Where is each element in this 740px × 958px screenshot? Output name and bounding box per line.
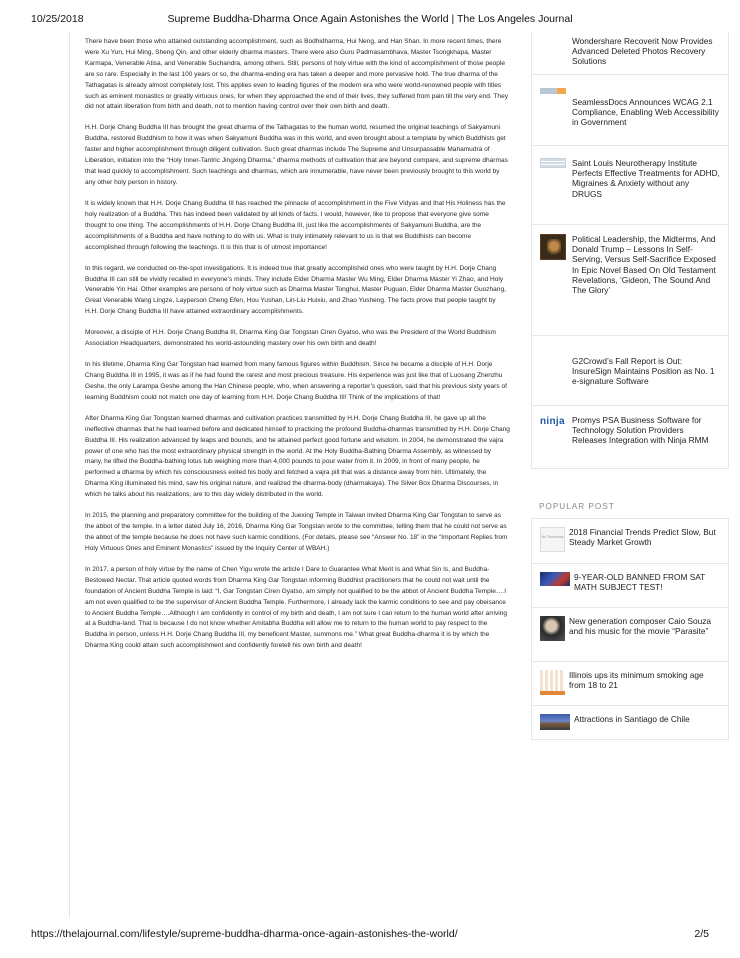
article-paragraph: Moreover, a disciple of H.H. Dorje Chang Buddha III, Dharma King Gar Tongstan Ciren Gyatso, who was the President of the World Buddhism Association Headquarters, demonstrated his world-astounding mastery over his own birth and death!: [85, 329, 496, 348]
popular-post-link[interactable]: Attractions in Santiago de Chile: [574, 714, 690, 724]
print-page-title: Supreme Buddha-Dharma Once Again Astonishes the World | The Los Angeles Journal: [167, 13, 573, 25]
print-footer: [31, 928, 709, 942]
article-paragraph: In 2015, the planning and preparatory committee for the building of the Juexing Temple in Taiwan invited Dharma King Gar Tongstan to serve as the abbot of the temple. In a letter dated July 16, 2016, Dharma King Gar Tongstan wrote to the committee, telling them that he could not serve as the abbot of the temple because he does not have such karmic conditions. (For details, please see “Answer No. 18” in the “Important Replies from Holy Virtuous Ones and Eminent Monastics” issued by the Inquiry Center of WBAH.): [85, 512, 508, 552]
news-item[interactable]: [531, 32, 729, 75]
smoking-image-icon[interactable]: [540, 670, 565, 695]
seamlessdocs-logo-icon[interactable]: [540, 88, 566, 94]
popular-post-item[interactable]: [531, 706, 729, 740]
popular-post-link[interactable]: New generation composer Caio Souza and his music for the movie “Parasite”: [569, 616, 712, 637]
print-page-number: 2/5: [694, 928, 709, 940]
news-headline-link[interactable]: SeamlessDocs Announces WCAG 2.1 Compliance, Enabling Web Accessibility in Government: [572, 97, 719, 128]
news-headline-link[interactable]: Political Leadership, the Midterms, And Donald Trump – Lessons In Self-Serving, Versus Self-Sacrifice Exposed In Epic Novel Based On Old Testament Revelations, ‘Gideon, The Sound And The Glory’: [572, 234, 716, 295]
popular-post-link[interactable]: 9-YEAR-OLD BANNED FROM SAT MATH SUBJECT TEST!: [574, 572, 706, 593]
print-url: https://thelajournal.com/lifestyle/supreme-buddha-dharma-once-again-astonishes-the-world/: [31, 928, 458, 940]
print-date: 10/25/2018: [31, 13, 84, 25]
news-item[interactable]: [531, 406, 729, 469]
popular-post-link[interactable]: 2018 Financial Trends Predict Slow, But Steady Market Growth: [569, 527, 716, 548]
santiago-photo-icon[interactable]: [540, 714, 570, 730]
news-headline-link[interactable]: Wondershare Recoverit Now Provides Advanced Deleted Photos Recovery Solutions: [572, 36, 713, 67]
popular-post-item[interactable]: [531, 518, 729, 564]
news-item[interactable]: [531, 225, 729, 336]
ninja-logo-icon[interactable]: ninja: [540, 416, 565, 428]
article-paragraph: After Dharma King Gar Tongstan learned dharmas and cultivation practices transmitted by H.H. Dorje Chang Buddha III, he gave up all the ineffective dharmas that he had learned before and dedicated himself to practicing the profound Buddha-dharmas transmitted by H.H. Dorje Chang Buddha III. His realization advanced by leaps and bounds, and he attained perfect good fortune and wisdom. In 2004, he demonstrated the vajra power of one who has the most extraordinary physical strength in the world. At the Holy Buddha-Bathing Dharma Assembly, as witnessed by many, he lifted the Buddha-bathing lotus tub weighing more than 4,000 pounds to pour water from it. In 2009, in front of many people, he performed a dharma by which his consciousness exited his body and fetched a vajra pill that was a distance away from him. Ultimately, the Dharma King illuminated his mind, saw his original nature, and realized the dharma-body (dharmakaya). The Silver Box Dharma Discourses, in which he talks about his realizations, are to this day widely distributed in the world.: [85, 414, 510, 499]
caio-photo-icon[interactable]: [540, 616, 565, 641]
popular-post-link[interactable]: Illinois ups its minimum smoking age from 18 to 21: [569, 670, 704, 691]
stlouis-logo-icon[interactable]: [540, 158, 566, 168]
print-header: [31, 13, 709, 27]
article-paragraph: H.H. Dorje Chang Buddha III has brought the great dharma of the Tathagatas to the human world, resumed the original teachings of Sakyamuni Buddha, restored Buddhism to how it was when Sakyamuni Buddha was in this world, and even brought about a template by which Buddhists get faster and higher accomplishment through diligent cultivation. Such great dharmas include The Supreme and Unsurpassable Mahamudra of Liberation, initiation into the “Holy Inner-Tantric Jingxing Dharma,” dharma methods of cultivation that are beyond compare, and supreme dharmas that lead quickly to accomplishment. Such teachings and dharmas, which are innumerable, have never been previously brought to this world by any other holy person in history.: [85, 124, 508, 186]
popular-post-item[interactable]: [531, 608, 729, 662]
article-paragraph: There have been those who attained outstanding accomplishment, such as Bodhidharma, Hui Neng, and Han Shan. In more recent times, there were Xu Yun, Hui Ming, Sheng Qin, and other elderly dharma masters. There were also Guru Padmasambhava, Master Tsongkhapa, Master Karmapa, Venerable Atisa, and Venerable Suchandra, among others. Still, persons of holy virtue with the kind of accomplishment of those people are so rare. Especially in the last 100 years or so, the dharma-ending era has taken a deeper and more pervasive hold. The true dharma of the Tathagatas is already almost completely lost. This applies even to leading figures of the modern era who were world-renowned people with titles such as eminent monastics or greatly virtuous ones, for when they approached the end of their lives, they suffered from pain till the very end. They did not attain liberation from birth and death, not to mention having control over their own birth and death.: [85, 38, 508, 111]
news-sidebar: [531, 32, 729, 469]
news-headline-link[interactable]: G2Crowd’s Fall Report is Out: InsureSign Maintains Position as No. 1 e-signature Software: [572, 356, 715, 387]
no-thumbnail-icon[interactable]: No Thumbnail: [540, 527, 565, 552]
article-body: [85, 37, 510, 662]
popular-post-item[interactable]: [531, 564, 729, 608]
article-paragraph: In his lifetime, Dharma King Gar Tongstan had learned from many famous figures within Buddhism. Since he became a disciple of H.H. Dorje Chang Buddha III in 1995, it was as if he had found the rarest and most precious treasure. His experience was just like that of Luosang Zhenzhu Geshe, the only Larampa Geshe among the Han Chinese people, who, when answering a reporter’s question, said that his previous sixty years of learning Buddhism could not match one day of learning from H.H. Dorje Chang Buddha III! Think of the implications of that!: [85, 361, 507, 401]
article-paragraph: It is widely known that H.H. Dorje Chang Buddha III has reached the pinnacle of accomplishment in the Five Vidyas and that His Holiness has the holy realization of a Buddha. This has indeed been validated by all kinds of facts. I would, however, like to propose that everyone give some thought to one thing. The accomplishments of H.H. Dorje Chang Buddha III, just like the accomplishments of Sakyamuni Buddha, are the accomplishments of a Buddha and have nothing to do with us. What is truly intimately relevant to us is that we Buddhists can become accomplished through following the teachings. It is this that is of utmost importance!: [85, 199, 506, 251]
content-divider: [69, 32, 70, 918]
popular-post-heading: POPULAR POST: [539, 502, 615, 511]
book-cover-icon[interactable]: [540, 234, 566, 260]
news-item[interactable]: [531, 146, 729, 225]
popular-post-item[interactable]: [531, 662, 729, 706]
news-headline-link[interactable]: Promys PSA Business Software for Technology Solution Providers Releases Integration with Ninja RMM: [572, 415, 709, 446]
news-headline-link[interactable]: Saint Louis Neurotherapy Institute Perfects Effective Treatments for ADHD, Migraines & Anxiety without any DRUGS: [572, 158, 720, 199]
popular-post-list: [531, 518, 729, 740]
sat-image-icon[interactable]: [540, 572, 570, 586]
article-paragraph: In this regard, we conducted on-the-spot investigations. It is indeed true that greatly accomplished ones who were taught by H.H. Dorje Chang Buddha III can still be vividly recalled in everyone’s minds. They include Elder Dharma Master Wu Ming, Elder Dharma Master Yi Zhao, and Holy Venerable Yin Hai. Other examples are persons of holy virtue such as Dharma Master Tonghui, Master Puguan, Elder Dharma Master Guozhang, Great Venerable Wang Lingze, Layperson Cheng Efen, Hou Yushan, Lin-Liu Huixiu, and Zhao Yusheng. The facts prove that people taught by H.H. Dorje Chang Buddha III have attained extraordinary accomplishments.: [85, 264, 506, 316]
news-item[interactable]: [531, 336, 729, 406]
article-paragraph: In 2017, a person of holy virtue by the name of Chen Yigu wrote the article I Dare to Guarantee What Merit Is and What Sin Is, and Buddha-Bestowed Nectar. That article quoted words from Dharma King Gar Tongstan informing Buddhist practitioners that he could not wait until the foundation of Ancient Buddha Temple is laid: “I, Gar Tongstan Ciren Gyatso, am simply not qualified to be the abbot of Ancient Buddha Temple….I am not even qualified to be the supervisor of Ancient Buddha Temple. Furthermore, I already lack the karmic conditions to see and pay obeisance to Ancient Buddha Temple….Although I am confidently in control of my birth and death, I am not sure I can return to the human world after arriving at a Buddha-land. That is because I do not know whether Amitabha Buddha will allow me to return to the human world to pay respect to the Buddha in person, unless H.H. Dorje Chang Buddha III, my beneficent Master, summons me.” What great Buddha-dharma it is by which the Dharma King could attain such accomplishment and confidently foretell his own birth and death!: [85, 565, 508, 650]
news-item[interactable]: [531, 75, 729, 146]
